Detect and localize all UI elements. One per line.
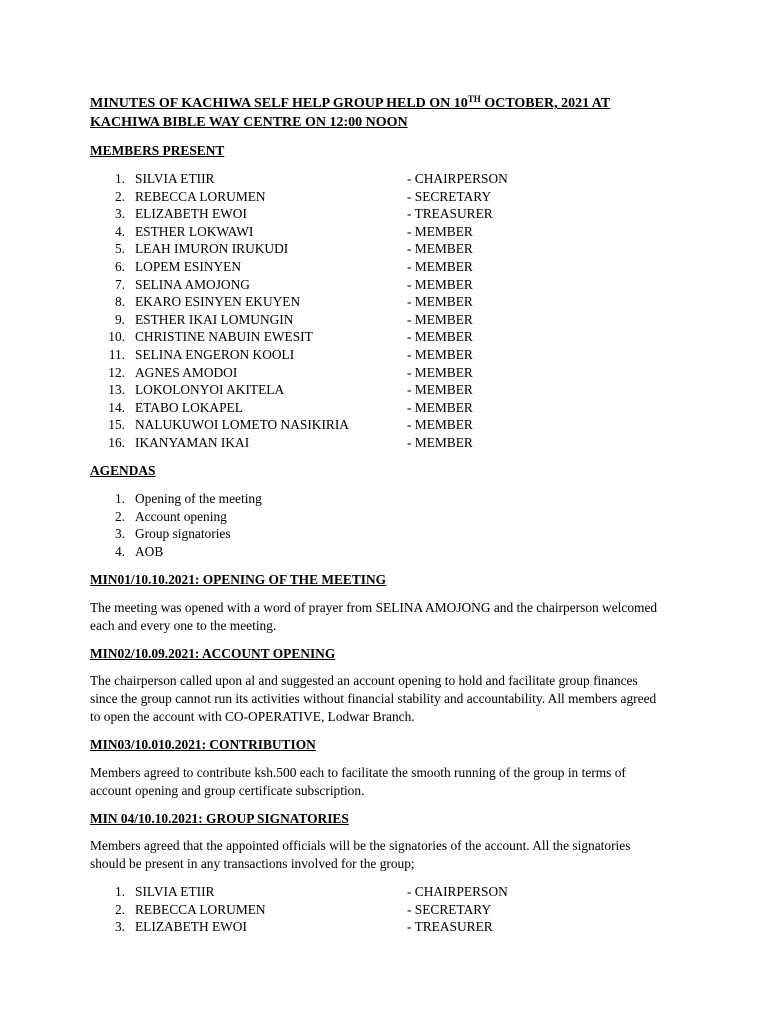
item-number: 6.	[114, 258, 125, 274]
item-number: 3.	[114, 526, 125, 542]
member-name: ESTHER IKAI LOMUNGIN	[135, 311, 294, 327]
member-name: SELINA ENGERON KOOLI	[135, 346, 295, 362]
paragraph-line: to open the account with CO-OPERATIVE, Lodwar Branch.	[90, 709, 415, 725]
item-number: 16.	[108, 434, 125, 450]
list-item	[90, 918, 690, 936]
list-item	[90, 883, 690, 901]
member-name: LEAH IMURON IRUKUDI	[135, 241, 289, 257]
signatory-role: - SECRETARY	[407, 901, 492, 917]
paragraph-line: account opening and group certificate subscription.	[90, 783, 365, 799]
member-role: - MEMBER	[407, 241, 473, 257]
member-name: REBECCA LORUMEN	[135, 188, 266, 204]
member-role: - MEMBER	[407, 329, 473, 345]
member-name: LOPEM ESINYEN	[135, 258, 242, 274]
agenda-text: Opening of the meeting	[135, 491, 262, 506]
member-role: - MEMBER	[407, 276, 473, 292]
member-name: ELIZABETH EWOI	[135, 206, 247, 222]
member-name: NALUKUWOI LOMETO NASIKIRIA	[135, 417, 349, 433]
item-number: 1.	[114, 491, 125, 506]
min04-heading: MIN 04/10.10.2021: GROUP SIGNATORIES	[90, 811, 349, 826]
member-name: ETABO LOKAPEL	[135, 399, 243, 415]
min01-paragraph	[90, 599, 690, 635]
min03-paragraph	[90, 764, 690, 800]
paragraph-line: The meeting was opened with a word of prayer from SELINA AMOJONG and the chairperson welcomed	[90, 600, 658, 615]
list-item	[90, 240, 690, 258]
item-number: 3.	[114, 919, 125, 935]
paragraph-line: Members agreed to contribute ksh.500 each to facilitate the smooth running of the group in terms of	[90, 765, 626, 780]
list-item	[90, 434, 690, 452]
agenda-text: Group signatories	[135, 526, 231, 542]
list-item	[90, 543, 690, 561]
list-item	[90, 399, 690, 417]
member-name: CHRISTINE NABUIN EWESIT	[135, 329, 313, 345]
item-number: 2.	[114, 508, 125, 524]
member-role: - MEMBER	[407, 346, 473, 362]
item-number: 1.	[114, 884, 125, 899]
list-item	[90, 205, 690, 223]
item-number: 9.	[114, 311, 125, 327]
list-item	[90, 311, 690, 329]
agenda-text: AOB	[135, 543, 164, 559]
item-number: 14.	[108, 399, 125, 415]
item-number: 4.	[114, 223, 125, 239]
agenda-text: Account opening	[135, 508, 227, 524]
list-item	[90, 364, 690, 382]
title-line-2: KACHIWA BIBLE WAY CENTRE ON 12:00 NOON	[90, 115, 408, 130]
member-name: SELINA AMOJONG	[135, 276, 250, 292]
item-number: 8.	[114, 294, 125, 310]
member-name: IKANYAMAN IKAI	[135, 434, 250, 450]
list-item	[90, 223, 690, 241]
member-role: - MEMBER	[407, 382, 473, 398]
member-role: - MEMBER	[407, 294, 473, 310]
item-number: 3.	[114, 206, 125, 222]
item-number: 4.	[114, 543, 125, 559]
item-number: 7.	[114, 276, 125, 292]
list-item	[90, 276, 690, 294]
list-item	[90, 188, 690, 206]
item-number: 10.	[108, 329, 125, 345]
item-number: 2.	[114, 188, 125, 204]
item-number: 2.	[114, 901, 125, 917]
list-item	[90, 490, 690, 508]
signatory-name: ELIZABETH EWOI	[135, 919, 247, 935]
document-title	[90, 94, 690, 132]
list-item	[90, 170, 690, 188]
min04-paragraph	[90, 837, 690, 873]
item-number: 11.	[108, 346, 125, 362]
members-list	[90, 170, 690, 452]
paragraph-line: Members agreed that the appointed officials will be the signatories of the account. All the signatories	[90, 838, 631, 853]
paragraph-line: should be present in any transactions involved for the group;	[90, 856, 415, 872]
paragraph-line: since the group cannot run its activities without financial stability and accountability. All members agreed	[90, 691, 657, 707]
member-name: SILVIA ETIIR	[135, 171, 215, 186]
member-role: - CHAIRPERSON	[407, 171, 508, 186]
member-role: - MEMBER	[407, 258, 473, 274]
list-item	[90, 416, 690, 434]
list-item	[90, 525, 690, 543]
member-name: AGNES AMODOI	[135, 364, 238, 380]
item-number: 5.	[114, 241, 125, 257]
list-item	[90, 381, 690, 399]
min03-heading: MIN03/10.010.2021: CONTRIBUTION	[90, 737, 316, 752]
agendas-heading: AGENDAS	[90, 463, 156, 478]
member-name: LOKOLONYOI AKITELA	[135, 382, 285, 398]
min02-heading: MIN02/10.09.2021: ACCOUNT OPENING	[90, 646, 336, 661]
members-present-heading: MEMBERS PRESENT	[90, 143, 225, 158]
title-text: MINUTES OF KACHIWA SELF HELP GROUP HELD ON 10	[90, 96, 468, 111]
signatory-name: SILVIA ETIIR	[135, 884, 215, 899]
member-role: - MEMBER	[407, 399, 473, 415]
member-role: - MEMBER	[407, 434, 473, 450]
paragraph-line: each and every one to the meeting.	[90, 618, 277, 634]
title-line-1	[90, 94, 690, 113]
item-number: 1.	[114, 171, 125, 186]
member-role: - SECRETARY	[407, 188, 492, 204]
title-superscript: TH	[467, 94, 481, 104]
signatory-role: - CHAIRPERSON	[407, 884, 508, 899]
min02-paragraph	[90, 672, 690, 727]
list-item	[90, 901, 690, 919]
list-item	[90, 328, 690, 346]
member-role: - MEMBER	[407, 364, 473, 380]
member-role: - TREASURER	[407, 206, 493, 222]
item-number: 15.	[108, 417, 125, 433]
signatory-name: REBECCA LORUMEN	[135, 901, 266, 917]
member-role: - MEMBER	[407, 417, 473, 433]
paragraph-line: The chairperson called upon al and suggested an account opening to hold and facilitate group finances	[90, 673, 638, 688]
list-item	[90, 258, 690, 276]
list-item	[90, 508, 690, 526]
member-role: - MEMBER	[407, 311, 473, 327]
signatories-list	[90, 883, 690, 936]
list-item	[90, 346, 690, 364]
item-number: 13.	[108, 382, 125, 398]
member-role: - MEMBER	[407, 223, 473, 239]
title-text-cont: OCTOBER, 2021 AT	[480, 96, 611, 111]
member-name: EKARO ESINYEN EKUYEN	[135, 294, 301, 310]
agendas-list	[90, 490, 690, 560]
min01-heading: MIN01/10.10.2021: OPENING OF THE MEETING	[90, 572, 387, 587]
signatory-role: - TREASURER	[407, 919, 493, 935]
item-number: 12.	[108, 364, 125, 380]
member-name: ESTHER LOKWAWI	[135, 223, 254, 239]
list-item	[90, 293, 690, 311]
